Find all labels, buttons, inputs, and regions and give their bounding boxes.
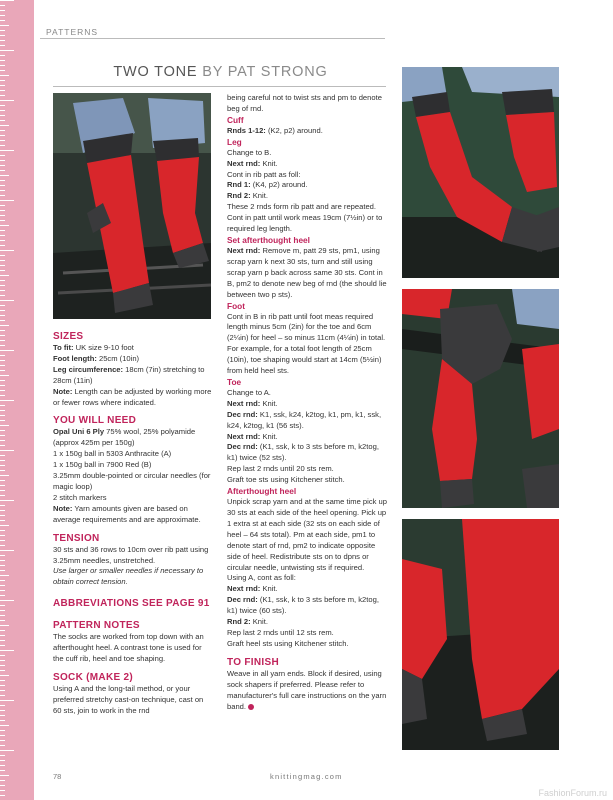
ruler-tick	[0, 25, 9, 26]
ruler-tick	[0, 415, 5, 416]
ruler-tick	[0, 560, 5, 561]
toe-row: Dec rnd: K1, ssk, k24, k2tog, k1, pm, k1, ssk, k24, k2tog, k1 (56 sts).	[227, 409, 382, 430]
toe-text: Change to A.	[227, 387, 271, 397]
sizes-line: To fit: UK size 9-10 foot	[53, 343, 134, 352]
ruler-tick	[0, 320, 5, 321]
sizes-line: Note: Length can be adjusted by working more or fewer rows where indicated.	[53, 386, 212, 407]
ruler-tick	[0, 495, 5, 496]
afterthought-heel-heading: Afterthought heel	[227, 486, 297, 497]
ruler-tick	[0, 290, 5, 291]
ruler-tick	[0, 475, 9, 476]
ruler-tick	[0, 120, 5, 121]
ruler-tick	[0, 395, 5, 396]
foot-text: Cont in B in rib patt until foot meas required length minus 5cm (2in) for the toe and 6cm (2¼in) for heel – so minus 11cm (4¼in) in total. For example, for a total foot length of 25cm (10in), toe shaping would start at 14cm (5½in) from held heel sts.	[227, 311, 386, 376]
tape-measure-strip	[0, 0, 34, 800]
ruler-tick	[0, 770, 5, 771]
ruler-tick	[0, 215, 5, 216]
ruler-tick	[0, 445, 5, 446]
ruler-tick	[0, 635, 5, 636]
heel-closeup-illustration	[402, 289, 559, 508]
ruler-tick	[0, 710, 5, 711]
ruler-tick	[0, 335, 5, 336]
materials-line: 3.25mm double-pointed or circular needles (for magic loop)	[53, 471, 211, 491]
ruler-tick	[0, 340, 5, 341]
ruler-tick	[0, 435, 5, 436]
ruler-tick	[0, 680, 5, 681]
socks-detail-closeup-photo	[402, 519, 559, 750]
ruler-tick	[0, 40, 5, 41]
finish-text: Weave in all yarn ends. Block if desired, using sock shapers if preferred. Please refer to manufacturer's full care instructions on the yarn band.	[227, 668, 387, 711]
ruler-tick	[0, 90, 5, 91]
ruler-tick	[0, 775, 9, 776]
sizes-heading: SIZES	[53, 331, 84, 342]
ruler-tick	[0, 730, 5, 731]
ruler-tick	[0, 460, 5, 461]
toe-row: Dec rnd: (K1, ssk, k to 3 sts before m, k2tog, k1) twice (52 sts).	[227, 442, 379, 463]
ruler-tick	[0, 670, 5, 671]
leg-text: Cont in patt until work meas 19cm (7½in) or to required leg length.	[227, 213, 383, 234]
ruler-tick	[0, 735, 5, 736]
ruler-tick	[0, 160, 5, 161]
sock-heading: SOCK (MAKE 2)	[53, 671, 134, 683]
ruler-tick	[0, 530, 5, 531]
abbreviations-heading: ABBREVIATIONS SEE PAGE 91	[53, 598, 210, 610]
page-number: 78	[53, 772, 62, 781]
ruler-tick	[0, 280, 5, 281]
ruler-tick	[0, 645, 5, 646]
section-label: PATTERNS	[46, 27, 99, 37]
toe-row: Next rnd: Knit.	[227, 431, 278, 441]
ruler-tick	[0, 720, 5, 721]
ruler-tick	[0, 205, 5, 206]
ruler-tick	[0, 630, 5, 631]
ruler-tick	[0, 175, 9, 176]
ruler-tick	[0, 150, 14, 151]
ruler-tick	[0, 510, 5, 511]
ruler-tick	[0, 70, 5, 71]
ruler-tick	[0, 430, 5, 431]
ruler-tick	[0, 590, 5, 591]
ruler-tick	[0, 365, 5, 366]
ruler-tick	[0, 10, 5, 11]
ruler-tick	[0, 240, 5, 241]
ruler-tick	[0, 785, 5, 786]
middle-column	[227, 93, 389, 712]
ruler-tick	[0, 640, 5, 641]
ruler-tick	[0, 210, 5, 211]
ruler-tick	[0, 455, 5, 456]
ruler-tick	[0, 385, 5, 386]
ruler-tick	[0, 600, 14, 601]
ruler-tick	[0, 620, 5, 621]
ruler-tick	[0, 80, 5, 81]
ruler-tick	[0, 595, 5, 596]
ruler-tick	[0, 305, 5, 306]
ruler-tick	[0, 555, 5, 556]
yarn-line: Opal Uni 6 Ply 75% wool, 25% polyamide (approx 425m per 150g)	[53, 427, 196, 448]
ruler-tick	[0, 715, 5, 716]
ruler-tick	[0, 585, 5, 586]
ruler-tick	[0, 485, 5, 486]
leg-text: Change to B.	[227, 147, 272, 157]
ruler-tick	[0, 580, 5, 581]
ruler-tick	[0, 250, 14, 251]
ruler-tick	[0, 760, 5, 761]
ruler-tick	[0, 45, 5, 46]
title-main: TWO TONE	[113, 64, 198, 80]
ruler-tick	[0, 500, 14, 501]
leg-row: Rnd 1: (K4, p2) around.	[227, 180, 308, 190]
heel-row: Rnd 2: Knit.	[227, 617, 268, 627]
heel-text: Using A, cont as foll:	[227, 573, 296, 583]
cuff-row: Rnds 1-12: (K2, p2) around.	[227, 125, 323, 135]
ruler-tick	[0, 95, 5, 96]
finish-heading: TO FINISH	[227, 656, 279, 668]
ruler-tick	[0, 625, 9, 626]
ruler-tick	[0, 165, 5, 166]
ruler-tick	[0, 745, 5, 746]
socks-on-bench-main-photo	[53, 93, 211, 319]
ruler-tick	[0, 190, 5, 191]
tension-note: Use larger or smaller needles if necessary to obtain correct tension.	[53, 566, 204, 587]
ruler-tick	[0, 400, 14, 401]
ruler-tick	[0, 200, 14, 201]
ruler-tick	[0, 740, 5, 741]
ruler-tick	[0, 675, 9, 676]
ruler-tick	[0, 535, 5, 536]
ruler-tick	[0, 130, 5, 131]
ruler-tick	[0, 325, 9, 326]
watermark-text: FashionForum.ru	[538, 788, 607, 798]
ruler-tick	[0, 235, 5, 236]
pattern-notes-heading: PATTERN NOTES	[53, 620, 140, 632]
ruler-tick	[0, 0, 14, 1]
cuff-heading: Cuff	[227, 114, 244, 125]
ruler-tick	[0, 360, 5, 361]
ruler-tick	[0, 330, 5, 331]
ruler-tick	[0, 465, 5, 466]
leg-row: Rnd 2: Knit.	[227, 191, 268, 201]
ruler-tick	[0, 370, 5, 371]
end-mark-icon	[248, 704, 254, 710]
heel-text: Unpick scrap yarn and at the same time pick up 30 sts at each side of the heel opening. Pick up 1 extra st at each side (32 sts on each side of heel – 64 sts total). Pm at each side, pm1 to denote start of rnd, pm2 to indicate opposite side of heel. Redistribute sts on to dpns or circular needle, untwisting sts if required.	[227, 497, 387, 572]
ruler-tick	[0, 440, 5, 441]
ruler-tick	[0, 695, 5, 696]
ruler-tick	[0, 410, 5, 411]
ruler-tick	[0, 610, 5, 611]
ruler-tick	[0, 60, 5, 61]
ruler-tick	[0, 615, 5, 616]
ruler-tick	[0, 755, 5, 756]
title-byline: BY PAT STRONG	[202, 64, 328, 80]
ruler-tick	[0, 295, 5, 296]
ruler-tick	[0, 180, 5, 181]
ruler-tick	[0, 685, 5, 686]
ruler-tick	[0, 350, 14, 351]
ruler-tick	[0, 15, 5, 16]
materials-line: 1 x 150g ball in 5303 Anthracite (A)	[53, 449, 172, 459]
set-heel-row: Next rnd: Remove m, patt 29 sts, pm1, using scrap yarn k next 30 sts, turn and still using scrap yarn p back across same 30 sts. Cont in B, pm2 to denote new beg of rnd (the should lie between two p sts).	[227, 245, 387, 299]
pattern-notes-text: The socks are worked from top down with an afterthought heel. A contrast tone is used for the cuff rib, heel and toe shaping.	[53, 632, 204, 664]
ruler-tick	[0, 220, 5, 221]
title-underline	[53, 86, 386, 87]
ruler-tick	[0, 265, 5, 266]
ruler-tick	[0, 380, 5, 381]
toe-row: Next rnd: Knit.	[227, 398, 278, 408]
ruler-tick	[0, 65, 5, 66]
ruler-tick	[0, 420, 5, 421]
ruler-tick	[0, 255, 5, 256]
ruler-tick	[0, 285, 5, 286]
ruler-tick	[0, 605, 5, 606]
ruler-tick	[0, 310, 5, 311]
ruler-tick	[0, 135, 5, 136]
ruler-tick	[0, 315, 5, 316]
ruler-tick	[0, 5, 5, 6]
ruler-tick	[0, 110, 5, 111]
ruler-tick	[0, 700, 14, 701]
ruler-tick	[0, 650, 14, 651]
ruler-tick	[0, 690, 5, 691]
ruler-tick	[0, 155, 5, 156]
toe-text: Graft toe sts using Kitchener stitch.	[227, 475, 345, 485]
toe-heading: Toe	[227, 376, 242, 387]
ruler-tick	[0, 550, 14, 551]
heel-text: Rep last 2 rnds until 12 sts rem.	[227, 627, 334, 637]
set-heel-heading: Set afterthought heel	[227, 234, 310, 245]
materials-heading: YOU WILL NEED	[53, 415, 137, 427]
leg-text: Cont in rib patt as foll:	[227, 169, 301, 179]
ruler-tick	[0, 105, 5, 106]
header-divider	[40, 38, 385, 39]
leg-text: These 2 rnds form rib patt and are repeated.	[227, 202, 377, 212]
ruler-tick	[0, 30, 5, 31]
ruler-tick	[0, 655, 5, 656]
ruler-tick	[0, 425, 9, 426]
ruler-tick	[0, 50, 14, 51]
heel-row: Next rnd: Knit.	[227, 584, 278, 594]
ruler-tick	[0, 795, 5, 796]
cast-on-continued: being careful not to twist sts and pm to denote beg of rnd.	[227, 93, 382, 113]
materials-line: 1 x 150g ball in 7900 Red (B)	[53, 460, 152, 470]
tension-text: 30 sts and 36 rows to 10cm over rib patt using 3.25mm needles, unstretched.	[53, 544, 209, 565]
ruler-tick	[0, 790, 5, 791]
ruler-tick	[0, 140, 5, 141]
ruler-tick	[0, 540, 5, 541]
ruler-tick	[0, 665, 5, 666]
ruler-tick	[0, 505, 5, 506]
materials-note: Note: Yarn amounts given are based on average requirements and are approximate.	[53, 503, 201, 524]
ruler-tick	[0, 390, 5, 391]
materials-line: 2 stitch markers	[53, 492, 107, 502]
ruler-tick	[0, 375, 9, 376]
tension-heading: TENSION	[53, 532, 100, 544]
ruler-tick	[0, 345, 5, 346]
ruler-tick	[0, 750, 14, 751]
socks-side-view-photo	[402, 67, 559, 278]
sock-text: Using A and the long-tail method, or your preferred stretchy cast-on technique, cast on 60 sts, join to work in the rnd	[53, 683, 204, 715]
ruler-tick	[0, 270, 5, 271]
ruler-tick	[0, 780, 5, 781]
ruler-tick	[0, 725, 9, 726]
ruler-tick	[0, 75, 9, 76]
ruler-tick	[0, 245, 5, 246]
ruler-tick	[0, 480, 5, 481]
leg-heading: Leg	[227, 136, 242, 147]
ruler-tick	[0, 450, 14, 451]
detail-closeup-illustration	[402, 519, 559, 750]
ruler-tick	[0, 115, 5, 116]
ruler-tick	[0, 145, 5, 146]
socks-heel-closeup-photo	[402, 289, 559, 508]
foot-heading: Foot	[227, 300, 245, 311]
ruler-tick	[0, 765, 5, 766]
ruler-tick	[0, 275, 9, 276]
ruler-tick	[0, 85, 5, 86]
ruler-tick	[0, 705, 5, 706]
ruler-tick	[0, 260, 5, 261]
ruler-tick	[0, 515, 5, 516]
side-view-illustration	[402, 67, 559, 278]
leg-row: Next rnd: Knit.	[227, 158, 278, 168]
ruler-tick	[0, 225, 9, 226]
sizes-line: Foot length: 25cm (10in)	[53, 353, 140, 363]
ruler-tick	[0, 565, 5, 566]
ruler-tick	[0, 170, 5, 171]
ruler-tick	[0, 230, 5, 231]
website-footer: knittingmag.com	[270, 772, 343, 781]
ruler-tick	[0, 520, 5, 521]
ruler-tick	[0, 20, 5, 21]
sizes-line: Leg circumference: 18cm (7in) stretching to 28cm (11in)	[53, 364, 205, 385]
ruler-tick	[0, 570, 5, 571]
heel-row: Dec rnd: (K1, ssk, k to 3 sts before m, k2tog, k1) twice (60 sts).	[227, 595, 379, 616]
ruler-tick	[0, 575, 9, 576]
ruler-tick	[0, 525, 9, 526]
ruler-tick	[0, 55, 5, 56]
ruler-tick	[0, 660, 5, 661]
ruler-tick	[0, 185, 5, 186]
heel-text: Graft heel sts using Kitchener stitch.	[227, 638, 349, 648]
ruler-tick	[0, 100, 14, 101]
page-title	[53, 64, 388, 80]
main-photo-illustration	[53, 93, 211, 319]
ruler-tick	[0, 470, 5, 471]
left-column	[53, 331, 213, 717]
ruler-tick	[0, 35, 5, 36]
ruler-tick	[0, 355, 5, 356]
toe-text: Rep last 2 rnds until 20 sts rem.	[227, 464, 334, 474]
ruler-tick	[0, 405, 5, 406]
ruler-tick	[0, 125, 9, 126]
ruler-tick	[0, 490, 5, 491]
ruler-tick	[0, 545, 5, 546]
ruler-tick	[0, 195, 5, 196]
ruler-tick	[0, 300, 14, 301]
